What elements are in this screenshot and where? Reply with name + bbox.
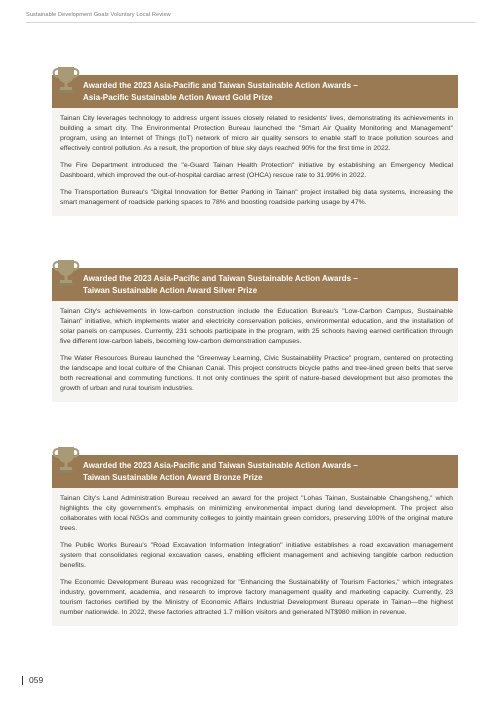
- award-heading-line2: Asia-Pacific Sustainable Action Award Gold Prize: [83, 93, 273, 102]
- award-banner: [52, 268, 458, 301]
- paragraph: The Fire Department introduced the "e-Guard Tainan Health Protection" initiative by establishing an Emergency Medical Dashboard, which improved the out-of-hospital cardiac arrest (OHCA) rescue rate to 31.99% in 2022.: [60, 162, 453, 180]
- trophy-icon: [49, 63, 83, 97]
- award-section-gold: [52, 75, 458, 216]
- paragraph: The Public Works Bureau's "Road Excavation Information Integration" initiative establishes a road excavation management system that consolidates regional excavation cases, enabling efficient management and achieving tangible carbon reduction benefits.: [60, 542, 453, 569]
- paragraph: Tainan City leverages technology to address urgent issues closely related to residents' lives, demonstrating its achievements in building a smart city. The Environmental Protection Bureau launched the "Smart Air Quality Monitoring and Management" program, using an Internet of Things (IoT) network of micro air quality sensors to enable staff to trace pollution sources and effectively control pollution. As a result, the proportion of blue sky days reached 90% for the first time in 2022.: [60, 115, 453, 152]
- trophy-icon: [49, 256, 83, 290]
- paragraph: The Transportation Bureau's "Digital Innovation for Better Parking in Tainan" project installed big data systems, increasing the smart management of roadside parking spaces to 78% and boosting roadside parking usage by 47%.: [60, 189, 453, 207]
- paragraph: Tainan City's Land Administration Bureau received an award for the project "Lohas Tainan, Sustainable Changsheng," which highlights the city government's emphasis on minimizing environmental impact during land development. The project also collaborates with local NGOs and community colleges to jointly maintain green corridors, preserving 100% of the original mature trees.: [60, 495, 453, 532]
- trophy-icon: [49, 443, 83, 477]
- award-banner: [52, 455, 458, 488]
- award-banner: [52, 75, 458, 108]
- award-heading-line2: Taiwan Sustainable Action Award Silver Prize: [83, 286, 258, 295]
- page-number: 059: [22, 676, 43, 685]
- award-body: [52, 108, 458, 216]
- paragraph: The Water Resources Bureau launched the "Greenway Learning, Civic Sustainability Practice" program, centered on protecting the landscape and local culture of the Chianan Canal. This project constructs bicycle paths and tree-lined green belts that serve both recreational and commuting functions. It not only continues the spirit of nature-based development but also promotes the growth of urban and rural tourism industries.: [60, 355, 453, 392]
- award-heading-line2: Taiwan Sustainable Action Award Bronze Prize: [83, 473, 263, 482]
- award-section-bronze: [52, 455, 458, 626]
- paragraph: Tainan City's achievements in low-carbon construction include the Education Bureau's "Low-Carbon Campus, Sustainable Tainan" initiative, which implements water and electricity conservation policies, environmental education, and the installation of solar panels on campuses. Currently, 231 schools participate in the program, with 25 schools having earned certification through five different low-carbon labels, becoming low-carbon demonstration campuses.: [60, 308, 453, 345]
- running-header: Sustainable Development Goals Voluntary Local Review: [26, 12, 171, 18]
- award-body: [52, 301, 458, 402]
- paragraph: The Economic Development Bureau was recognized for "Enhancing the Sustainability of Tourism Factories," which integrates industry, government, academia, and research to improve factory management quality and marketing capacity. Currently, 23 tourism factories certified by the Ministry of Economic Affairs Industrial Development Bureau operate in Tainan—the highest number nationwide. In 2022, these factories attracted 1.7 million visitors and generated NT$980 million in revenue.: [60, 579, 453, 617]
- award-heading-line1: Awarded the 2023 Asia-Pacific and Taiwan Sustainable Action Awards –: [83, 461, 358, 470]
- header-divider: [26, 22, 476, 23]
- award-heading-line1: Awarded the 2023 Asia-Pacific and Taiwan Sustainable Action Awards –: [83, 81, 358, 90]
- award-body: [52, 488, 458, 626]
- award-section-silver: [52, 268, 458, 402]
- award-heading-line1: Awarded the 2023 Asia-Pacific and Taiwan Sustainable Action Awards –: [83, 274, 358, 283]
